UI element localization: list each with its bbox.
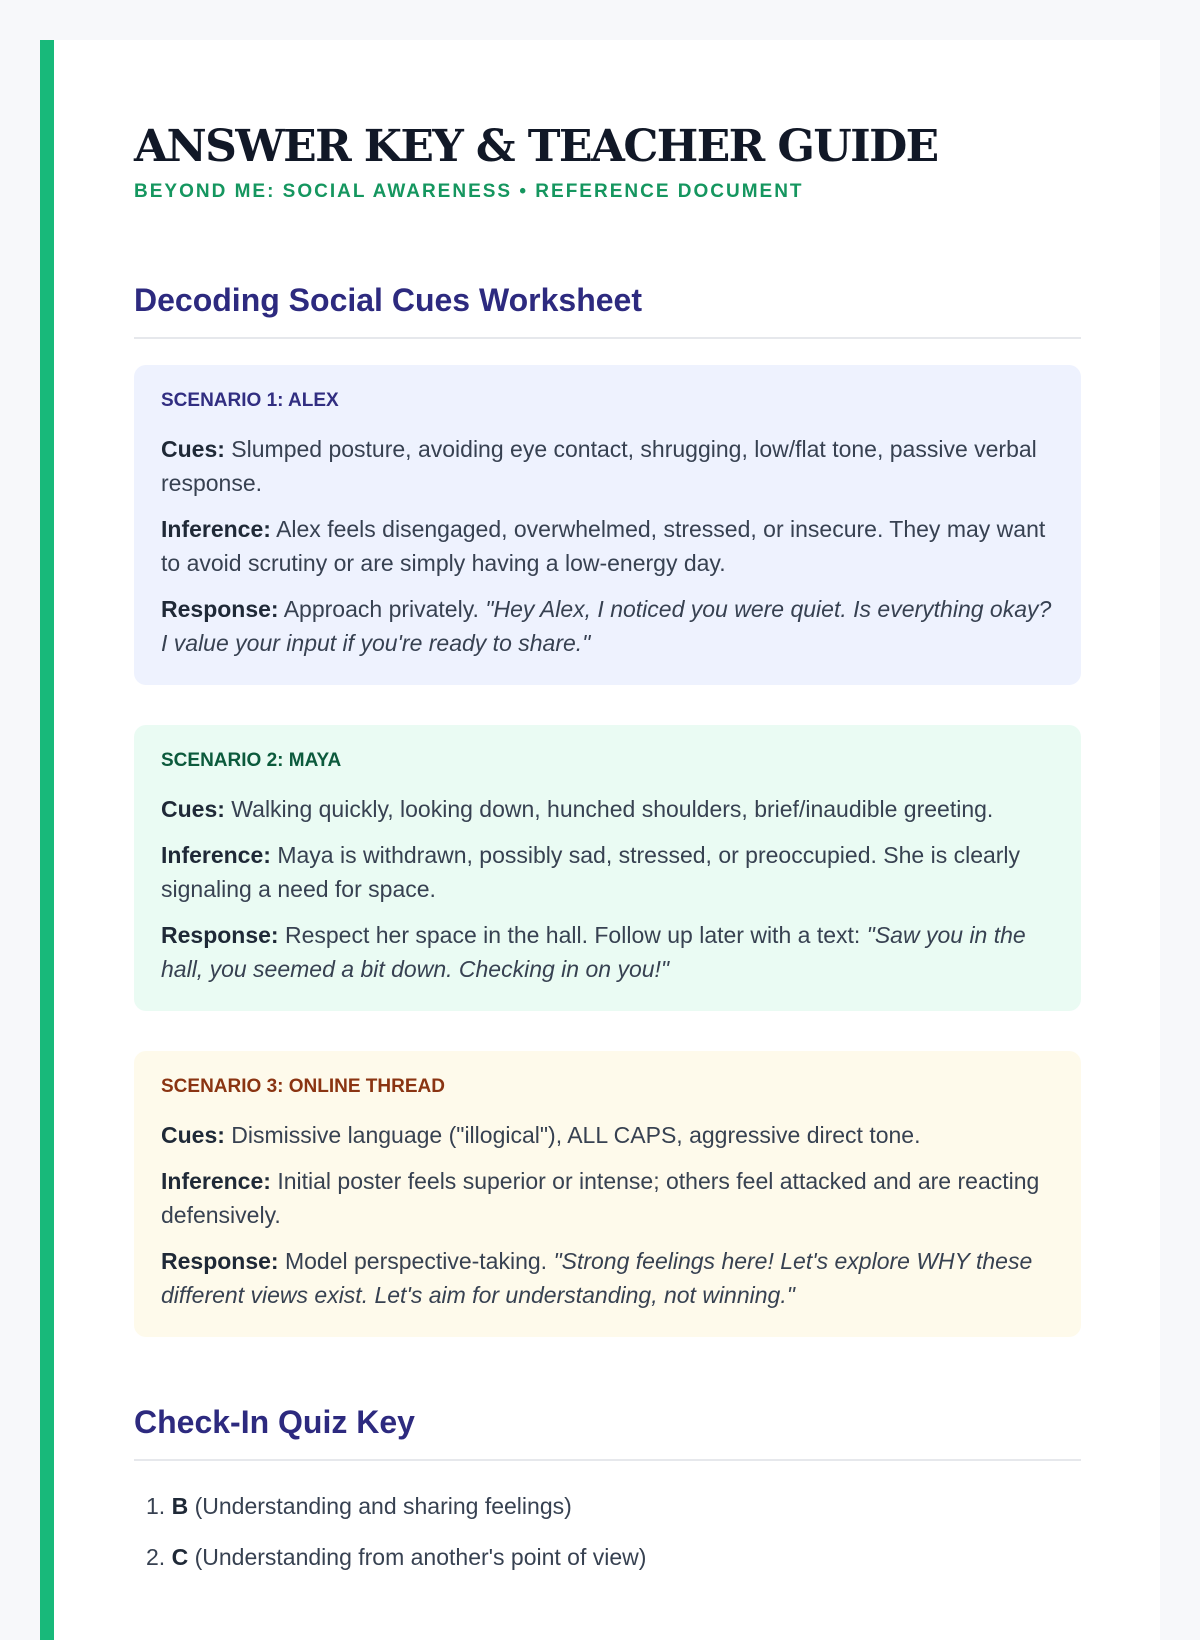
document-page	[40, 40, 1160, 1640]
response-quote: "Hey Alex, I noticed you were quiet. Is everything okay? I value your input if you're ready to share."	[161, 595, 1052, 656]
cues-label: Cues:	[161, 1121, 225, 1148]
quiz-answer-item	[134, 1489, 1081, 1523]
scenario-title: SCENARIO 1: ALEX	[161, 389, 339, 411]
response-text: Respect her space in the hall. Follow up later with a text:	[284, 921, 861, 948]
inference-text: Initial poster feels superior or intense; others feel attacked and are reacting defensively.	[161, 1167, 1040, 1228]
scenario-card-online-thread	[134, 1051, 1081, 1337]
quiz-explanation: (Understanding and sharing feelings)	[194, 1493, 572, 1520]
document-subtitle: BEYOND ME: SOCIAL AWARENESS • REFERENCE DOCUMENT	[134, 180, 804, 202]
quiz-answer: B	[171, 1493, 189, 1520]
response-entry	[161, 592, 1055, 660]
inference-text: Maya is withdrawn, possibly sad, stressed, or preoccupied. She is clearly signaling a need for space.	[161, 841, 1021, 902]
inference-label: Inference:	[161, 1167, 271, 1194]
cues-entry	[161, 432, 1055, 500]
cues-text: Slumped posture, avoiding eye contact, shrugging, low/flat tone, passive verbal response.	[161, 435, 1037, 496]
response-quote: "Saw you in the hall, you seemed a bit down. Checking in on you!"	[161, 921, 1026, 982]
inference-entry	[161, 512, 1055, 580]
quiz-answer-item	[134, 1540, 1081, 1574]
inference-label: Inference:	[161, 515, 271, 542]
quiz-number: 2.	[146, 1544, 166, 1571]
response-text: Approach privately.	[283, 595, 479, 622]
scenario-card-alex	[134, 365, 1081, 685]
response-label: Response:	[161, 921, 279, 948]
cues-entry	[161, 792, 1055, 826]
quiz-answer-list	[134, 1489, 1081, 1574]
cues-label: Cues:	[161, 795, 225, 822]
quiz-explanation: (Understanding from another's point of view)	[194, 1544, 647, 1571]
quiz-heading: Check-In Quiz Key	[134, 1403, 1081, 1461]
cues-text: Dismissive language ("illogical"), ALL CAPS, aggressive direct tone.	[231, 1121, 921, 1148]
accent-bar	[40, 40, 54, 1640]
cues-text: Walking quickly, looking down, hunched shoulders, brief/inaudible greeting.	[231, 795, 994, 822]
response-text: Model perspective-taking.	[284, 1247, 548, 1274]
quiz-number: 1.	[146, 1493, 166, 1520]
document-content	[134, 122, 1081, 1591]
inference-label: Inference:	[161, 841, 271, 868]
inference-entry	[161, 838, 1055, 906]
response-label: Response:	[161, 1247, 279, 1274]
response-label: Response:	[161, 595, 279, 622]
document-title: ANSWER KEY & TEACHER GUIDE	[134, 121, 938, 172]
response-quote: "Strong feelings here! Let's explore WHY these different views exist. Let's aim for understanding, not winning."	[161, 1247, 1033, 1308]
worksheet-heading: Decoding Social Cues Worksheet	[134, 281, 1081, 339]
response-entry	[161, 1244, 1055, 1312]
inference-text: Alex feels disengaged, overwhelmed, stressed, or insecure. They may want to avoid scrutiny or are simply having a low-energy day.	[161, 515, 1046, 576]
response-entry	[161, 918, 1055, 986]
quiz-answer: C	[171, 1544, 189, 1571]
scenario-title: SCENARIO 2: MAYA	[161, 749, 342, 771]
scenario-title: SCENARIO 3: ONLINE THREAD	[161, 1075, 445, 1097]
scenario-card-maya	[134, 725, 1081, 1011]
inference-entry	[161, 1164, 1055, 1232]
cues-label: Cues:	[161, 435, 225, 462]
cues-entry	[161, 1118, 1055, 1152]
